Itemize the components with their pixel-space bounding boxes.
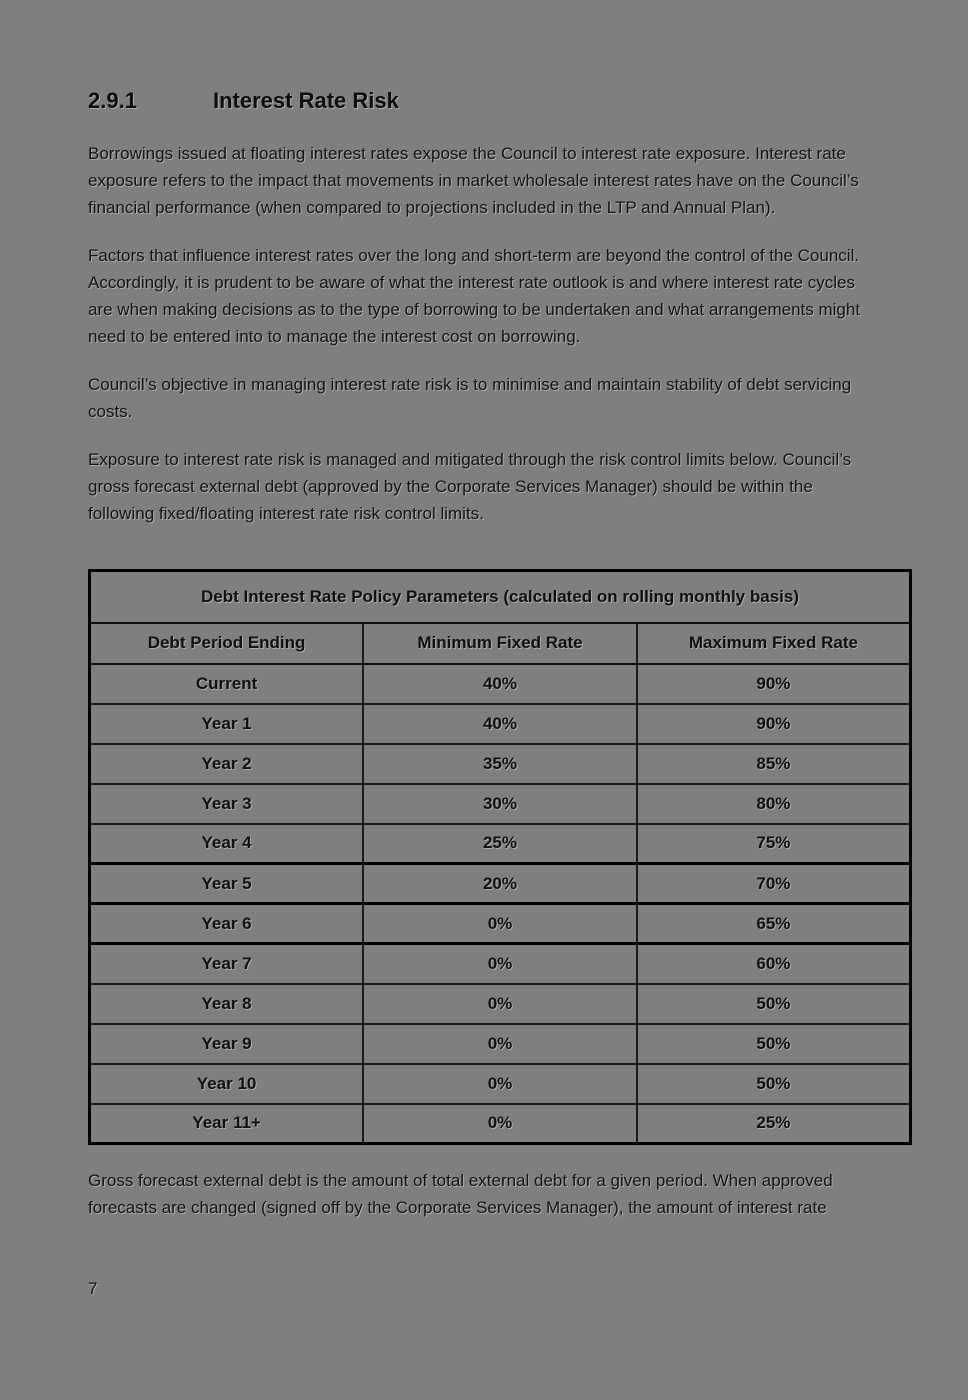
table-row (90, 744, 911, 784)
cell-period: Year 6 (90, 904, 364, 944)
section-heading (88, 88, 912, 114)
cell-period: Year 9 (90, 1024, 364, 1064)
cell-max: 90% (637, 664, 911, 704)
table-row (90, 864, 911, 904)
cell-period: Year 2 (90, 744, 364, 784)
cell-period: Current (90, 664, 364, 704)
header-debt-period: Debt Period Ending (90, 623, 364, 664)
cell-period: Year 10 (90, 1064, 364, 1104)
header-max-fixed-rate: Maximum Fixed Rate (637, 623, 911, 664)
cell-min: 0% (363, 1064, 637, 1104)
cell-min: 40% (363, 704, 637, 744)
cell-min: 0% (363, 1024, 637, 1064)
cell-min: 20% (363, 864, 637, 904)
table-row (90, 664, 911, 704)
table-title-row (90, 571, 911, 623)
cell-min: 25% (363, 824, 637, 864)
table-header-row (90, 623, 911, 664)
page-number: 7 (88, 1279, 98, 1298)
cell-min: 40% (363, 664, 637, 704)
cell-min: 30% (363, 784, 637, 824)
cell-min: 0% (363, 944, 637, 984)
cell-max: 90% (637, 704, 911, 744)
table-row (90, 944, 911, 984)
cell-period: Year 1 (90, 704, 364, 744)
cell-max: 75% (637, 824, 911, 864)
paragraph-factors: Factors that influence interest rates over the long and short-term are beyond the control of the Council. Accordingly, it is prudent to be aware of what the interest rate outlook is and where interest rate cycles are when making decisions as to the type of borrowing to be undertaken and what arrangements might need to be entered into to manage the interest cost on borrowing. (88, 246, 861, 346)
cell-max: 50% (637, 984, 911, 1024)
table-row (90, 1104, 911, 1144)
cell-min: 0% (363, 1104, 637, 1144)
header-min-fixed-rate: Minimum Fixed Rate (363, 623, 637, 664)
table-row (90, 904, 911, 944)
paragraph-objective: Council’s objective in managing interest rate risk is to minimise and maintain stability of debt servicing costs. (88, 375, 852, 421)
cell-period: Year 4 (90, 824, 364, 864)
cell-max: 70% (637, 864, 911, 904)
cell-min: 35% (363, 744, 637, 784)
cell-period: Year 11+ (90, 1104, 364, 1144)
table-row (90, 1024, 911, 1064)
cell-max: 50% (637, 1064, 911, 1104)
cell-period: Year 8 (90, 984, 364, 1024)
cell-max: 50% (637, 1024, 911, 1064)
cell-period: Year 3 (90, 784, 364, 824)
cell-max: 85% (637, 744, 911, 784)
section-number: 2.9.1 (88, 88, 137, 113)
table-row (90, 984, 911, 1024)
cell-max: 25% (637, 1104, 911, 1144)
section-title: Interest Rate Risk (213, 88, 399, 113)
debt-interest-rate-table (88, 569, 912, 1145)
cell-min: 0% (363, 984, 637, 1024)
table-row (90, 1064, 911, 1104)
cell-max: 80% (637, 784, 911, 824)
paragraph-borrowings: Borrowings issued at floating interest rates expose the Council to interest rate exposure. Interest rate exposure refers to the impact that movements in market wholesale interest rates have on the Council’s financial performance (when compared to projections included in the LTP and Annual Plan). (88, 144, 859, 217)
cell-max: 65% (637, 904, 911, 944)
cell-max: 60% (637, 944, 911, 984)
paragraph-exposure: Exposure to interest rate risk is managed and mitigated through the risk control limits below. Council’s gross forecast external debt (approved by the Corporate Services Manager) should be within the following fixed/floating interest rate risk control limits. (88, 450, 852, 523)
cell-period: Year 7 (90, 944, 364, 984)
cell-period: Year 5 (90, 864, 364, 904)
table-row (90, 784, 911, 824)
cell-min: 0% (363, 904, 637, 944)
table-row (90, 704, 911, 744)
paragraph-gross-forecast: Gross forecast external debt is the amount of total external debt for a given period. When approved forecasts are changed (signed off by the Corporate Services Manager), the amount of interest rate (88, 1171, 833, 1217)
table-row (90, 824, 911, 864)
table-title: Debt Interest Rate Policy Parameters (calculated on rolling monthly basis) (90, 571, 911, 623)
